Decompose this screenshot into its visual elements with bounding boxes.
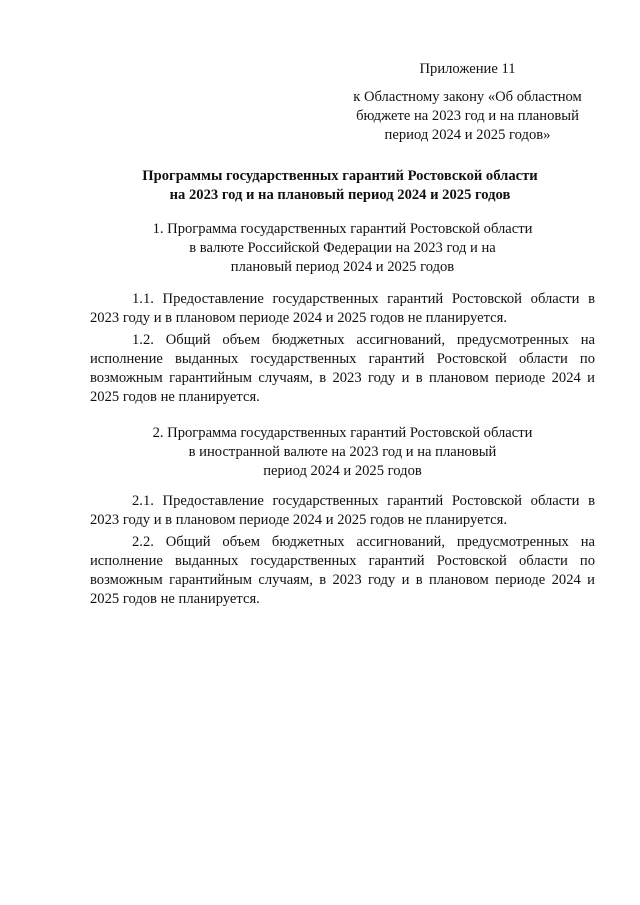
section-1-heading: [90, 220, 595, 277]
section-heading-line: 1. Программа государственных гарантий Ростовской области: [152, 221, 533, 237]
appendix-header: [335, 60, 600, 145]
section-2-heading: [90, 424, 595, 481]
section-heading-line: период 2024 и 2025 годов: [263, 463, 422, 479]
appendix-line: период 2024 и 2025 годов»: [384, 127, 551, 143]
appendix-title: Приложение 11: [419, 61, 516, 77]
paragraph-1-1: 1.1. Предоставление государственных гарантий Ростовской области в 2023 году и в плановом периоде 2024 и 2025 годов не планируется.: [90, 291, 595, 326]
document-title: [90, 167, 590, 205]
paragraph-2-1: 2.1. Предоставление государственных гарантий Ростовской области в 2023 году и в плановом периоде 2024 и 2025 годов не планируется.: [90, 493, 595, 528]
appendix-line: бюджете на 2023 год и на плановый: [356, 108, 579, 124]
section-heading-line: в валюте Российской Федерации на 2023 год и на: [189, 240, 496, 256]
section-heading-line: плановый период 2024 и 2025 годов: [230, 259, 455, 275]
paragraph-2-2: 2.2. Общий объем бюджетных ассигнований, предусмотренных на исполнение выданных государственных гарантий Ростовской области по возможным гарантийным случаям, в 2023 году и в плановом периоде 2024 и 2025 годов не планируется.: [90, 534, 595, 607]
section-heading-line: 2. Программа государственных гарантий Ростовской области: [152, 425, 533, 441]
section-heading-line: в иностранной валюте на 2023 год и на плановый: [188, 444, 497, 460]
document-title-line: Программы государственных гарантий Ростовской области: [142, 168, 538, 184]
paragraph-1-2: 1.2. Общий объем бюджетных ассигнований, предусмотренных на исполнение выданных государственных гарантий Ростовской области по возможным гарантийным случаям, в 2023 году и в плановом периоде 2024 и 2025 годов не планируется.: [90, 332, 595, 405]
document-title-line: на 2023 год и на плановый период 2024 и 2025 годов: [169, 187, 511, 203]
appendix-line: к Областному закону «Об областном: [353, 89, 582, 105]
